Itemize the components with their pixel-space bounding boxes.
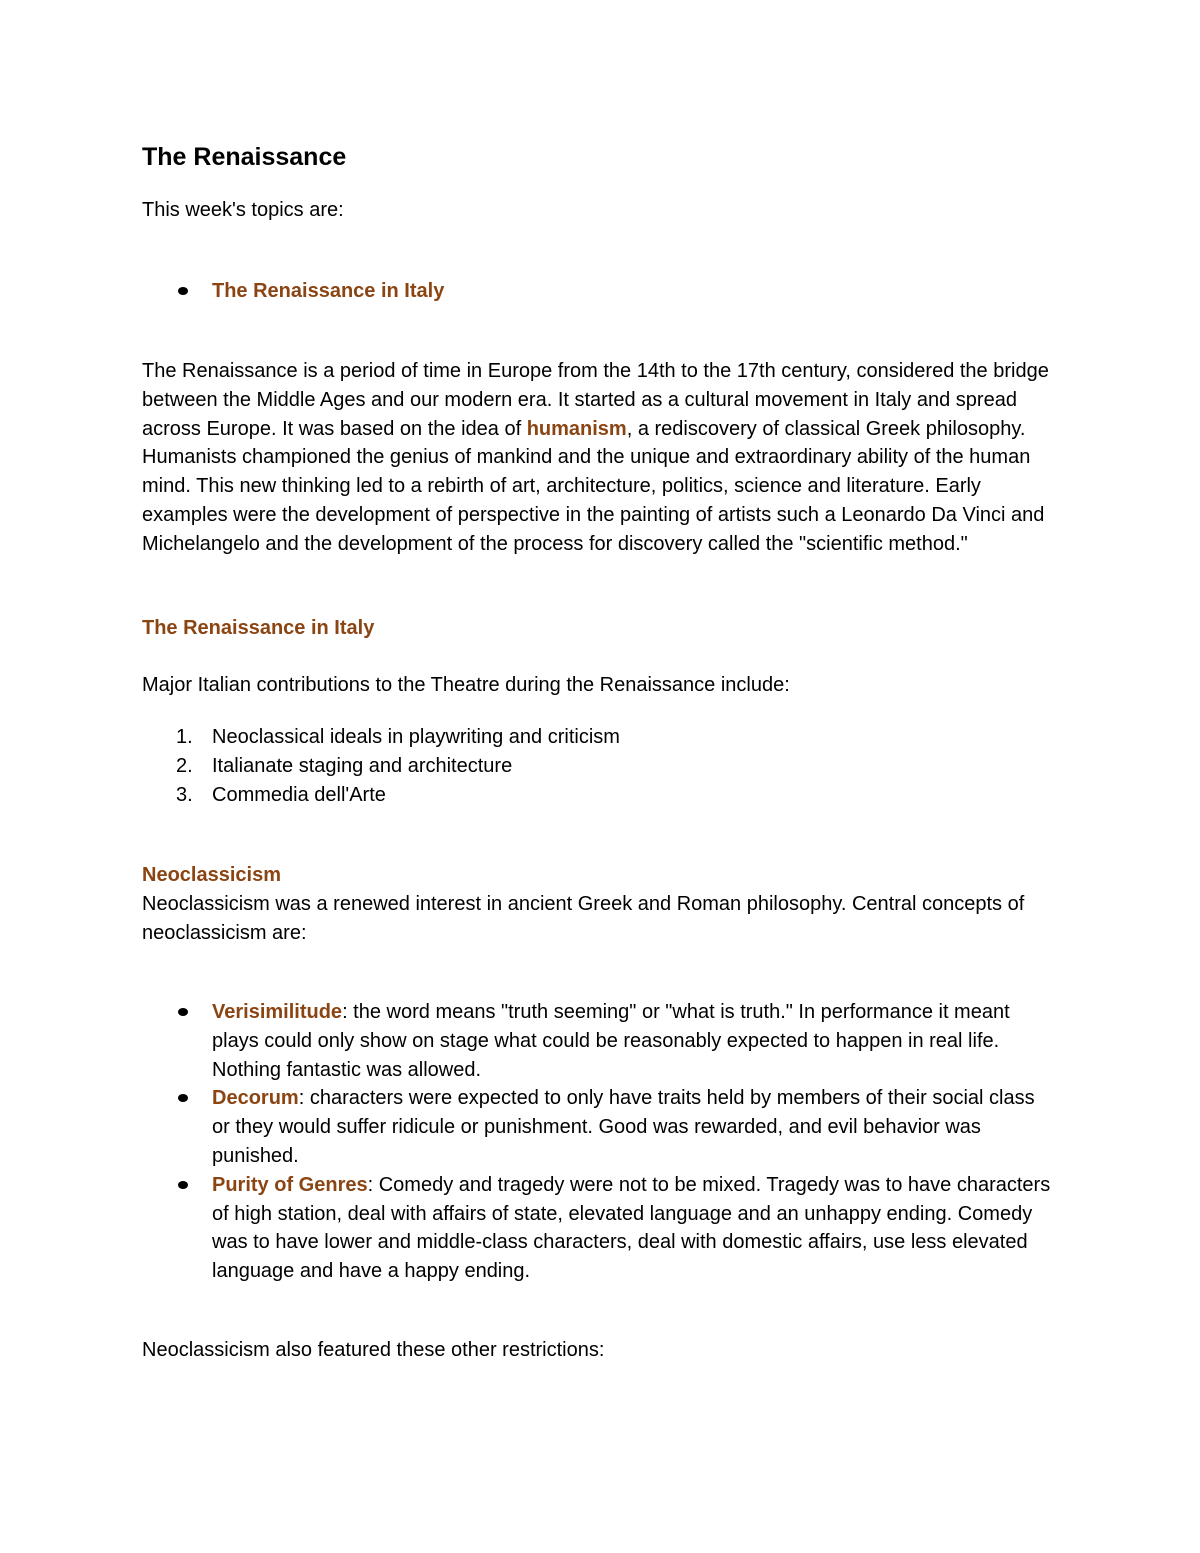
contributions-list: [142, 723, 1062, 809]
topic-label: The Renaissance in Italy: [212, 280, 445, 302]
list-item: [142, 998, 1057, 1084]
bullet-icon: [178, 287, 188, 295]
list-item-text: Commedia dell'Arte: [212, 783, 386, 806]
list-item-text: Neoclassical ideals in playwriting and criticism: [212, 726, 620, 748]
document-title: The Renaissance: [142, 143, 347, 171]
renaissance-paragraph: [142, 357, 1062, 559]
contributions-intro: Major Italian contributions to the Theatre during the Renaissance include:: [142, 674, 790, 696]
neoclassicism-intro: Neoclassicism was a renewed interest in ancient Greek and Roman philosophy. Central concepts of neoclassicism are:: [142, 893, 1025, 944]
closing-text: Neoclassicism also featured these other restrictions:: [142, 1339, 605, 1361]
bullet-icon: [178, 1181, 188, 1189]
list-item-text: Italianate staging and architecture: [212, 754, 513, 777]
neoclassicism-heading: Neoclassicism: [142, 864, 281, 886]
humanism-term: humanism: [526, 417, 627, 440]
concepts-list: [142, 998, 1057, 1286]
concept-text: : characters were expected to only have traits held by members of their social class or they would suffer ridicule or punishment. Good was rewarded, and evil behavior was punished.: [212, 1087, 1035, 1167]
topics-list: [142, 277, 1062, 306]
list-item: [142, 752, 1062, 781]
paragraph-text-before: The Renaissance is a period of time in Europe from the 14th to the 17th century, considered the bridge between the Middle Ages and our modern era. It started as a cultural movement in Italy and spread across Europe. It was based on the idea of: [142, 360, 1049, 440]
concept-term: Purity of Genres: [212, 1173, 368, 1196]
list-item: [142, 1084, 1057, 1170]
list-number: 2.: [176, 754, 193, 777]
list-number: 1.: [176, 726, 193, 748]
intro-text: This week's topics are:: [142, 199, 344, 221]
list-item: [142, 781, 1062, 810]
paragraph-text-after: , a rediscovery of classical Greek philosophy. Humanists championed the genius of mankind and the unique and extraordinary ability of the human mind. This new thinking led to a rebirth of art, architecture, politics, science and literature. Early examples were the development of perspective in the painting of artists such a Leonardo Da Vinci and Michelangelo and the development of the process for discovery called the "scientific method.": [142, 417, 1045, 555]
list-item: [142, 277, 1062, 306]
bullet-icon: [178, 1008, 188, 1016]
concept-text: : Comedy and tragedy were not to be mixed. Tragedy was to have characters of high station, deal with affairs of state, elevated language and an unhappy ending. Comedy was to have lower and middle-class characters, deal with domestic affairs, use less elevated language and have a happy ending.: [212, 1173, 1051, 1283]
list-number: 3.: [176, 783, 193, 806]
concept-term: Verisimilitude: [212, 1001, 343, 1023]
concept-text: : the word means "truth seeming" or "what is truth." In performance it meant plays could only show on stage what could be reasonably expected to happen in real life. Nothing fantastic was allowed.: [212, 1001, 1010, 1081]
list-item: [142, 1171, 1057, 1286]
list-item: [142, 723, 1062, 752]
concept-term: Decorum: [212, 1087, 299, 1110]
bullet-icon: [178, 1094, 188, 1102]
section-heading: The Renaissance in Italy: [142, 617, 375, 639]
